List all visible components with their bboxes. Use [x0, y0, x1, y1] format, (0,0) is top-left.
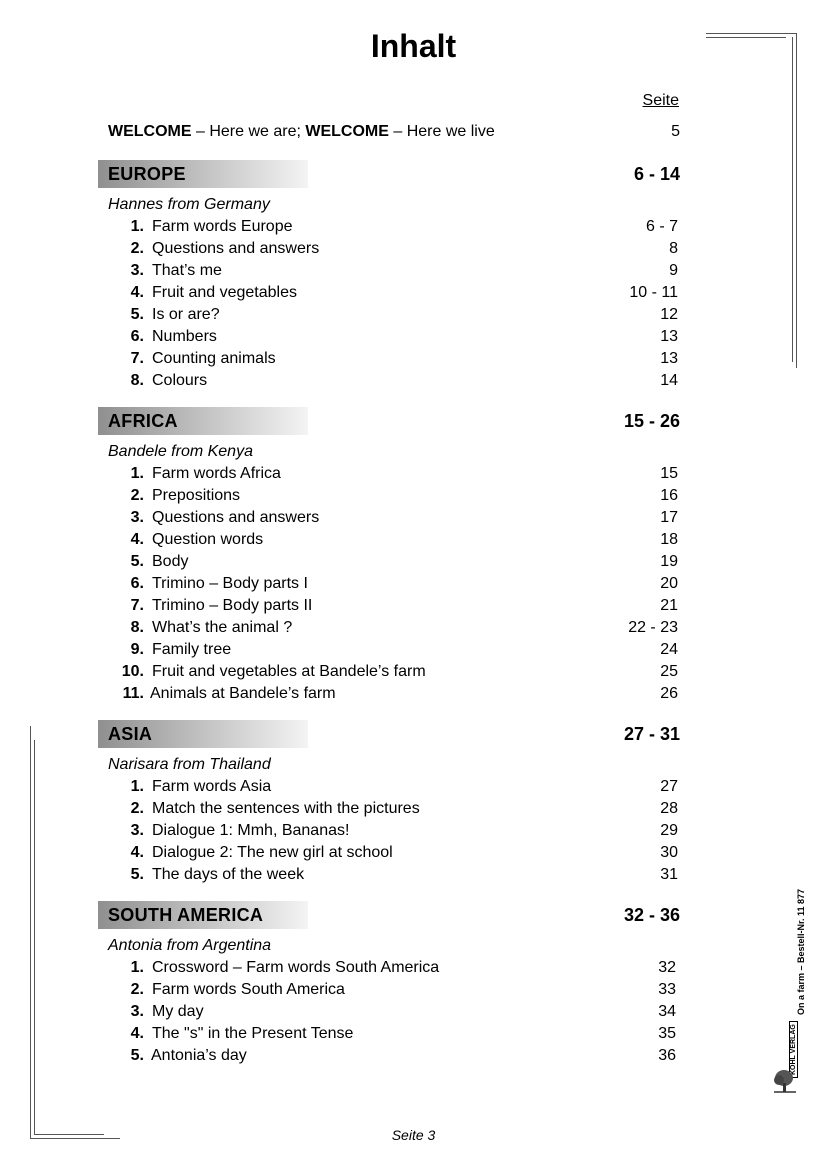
toc-item: 8. What’s the animal ? 22 - 23 [130, 619, 678, 636]
toc-item: 4. The "s" in the Present Tense 35 [130, 1025, 676, 1042]
toc-item: 5. Body 19 [130, 553, 678, 570]
toc-item: 11. Animals at Bandele’s farm 26 [122, 685, 678, 702]
page-column-header: Seite [642, 92, 679, 109]
toc-item: 3. That’s me 9 [130, 262, 678, 279]
section-subtitle: Antonia from Argentina [108, 937, 272, 954]
publisher-label: KOHL VERLAG [789, 1021, 798, 1078]
section-subtitle: Hannes from Germany [108, 196, 270, 213]
toc-item: 1. Farm words Europe 6 - 7 [130, 218, 678, 235]
frame-bottom-left-vertical-inner [34, 740, 35, 1135]
section-items [98, 776, 680, 886]
section-title: SOUTH AMERICA [108, 905, 264, 925]
section-page-range: 6 - 14 [633, 164, 680, 184]
section-header [98, 720, 680, 748]
toc-item: 7. Trimino – Body parts II 21 [130, 597, 678, 614]
order-number-note: On a farm – Bestell-Nr. 11 877 [796, 888, 806, 1015]
toc-item: 10. Fruit and vegetables at Bandele’s farm 25 [121, 663, 678, 680]
page-title: Inhalt [370, 28, 457, 64]
section-subtitle: Narisara from Thailand [108, 756, 271, 773]
toc-item: 1. Crossword – Farm words South America 32 [130, 959, 676, 976]
toc-item: 6. Numbers 13 [130, 328, 678, 345]
toc-item: 2. Questions and answers 8 [130, 240, 678, 257]
toc-item: 3. My day 34 [130, 1003, 676, 1020]
section-page-range: 27 - 31 [623, 724, 680, 744]
toc-item: 4. Fruit and vegetables 10 - 11 [130, 284, 678, 301]
toc-item: 1. Farm words Africa 15 [130, 465, 678, 482]
toc-item: 9. Family tree 24 [130, 641, 678, 658]
toc-item: 5. Is or are? 12 [130, 306, 678, 323]
frame-top-right-vertical-inner [792, 37, 793, 362]
section-items [98, 216, 680, 392]
section-europe [98, 160, 680, 392]
toc-item: 8. Colours 14 [130, 372, 678, 389]
tree-logo-icon [772, 1068, 804, 1094]
section-title: AFRICA [108, 411, 178, 431]
welcome-entry [108, 123, 682, 141]
frame-top-right-horizontal-inner [706, 37, 786, 38]
welcome-text: WELCOME – Here we are; WELCOME – Here we live [108, 123, 495, 140]
toc-item: 3. Questions and answers 17 [130, 509, 678, 526]
toc-item: 4. Question words 18 [130, 531, 678, 548]
toc-item: 5. Antonia’s day 36 [130, 1047, 676, 1064]
toc-item: 4. Dialogue 2: The new girl at school 30 [130, 844, 678, 861]
section-header [98, 160, 680, 188]
toc-item: 2. Farm words South America 33 [130, 981, 676, 998]
section-south-america [98, 901, 680, 1067]
frame-top-right-horizontal [706, 33, 796, 34]
section-items [98, 957, 680, 1067]
page-footer: Seite 3 [391, 1127, 436, 1143]
section-subtitle: Bandele from Kenya [108, 443, 253, 460]
frame-bottom-left-vertical [30, 726, 31, 1139]
section-header [98, 407, 680, 435]
section-page-range: 15 - 26 [623, 411, 680, 431]
toc-item: 5. The days of the week 31 [130, 866, 678, 883]
frame-top-right-vertical [796, 33, 797, 368]
section-africa [98, 407, 680, 705]
section-items [98, 463, 680, 705]
toc-item: 6. Trimino – Body parts I 20 [130, 575, 678, 592]
section-title: ASIA [108, 724, 153, 744]
welcome-page: 5 [671, 123, 680, 140]
toc-item: 2. Prepositions 16 [130, 487, 678, 504]
toc-item: 3. Dialogue 1: Mmh, Bananas! 29 [130, 822, 678, 839]
toc-item: 7. Counting animals 13 [130, 350, 678, 367]
section-title: EUROPE [108, 164, 186, 184]
section-header [98, 901, 680, 929]
toc-item: 1. Farm words Asia 27 [130, 778, 678, 795]
section-asia [98, 720, 680, 886]
section-page-range: 32 - 36 [623, 905, 680, 925]
toc-item: 2. Match the sentences with the pictures 28 [130, 800, 678, 817]
